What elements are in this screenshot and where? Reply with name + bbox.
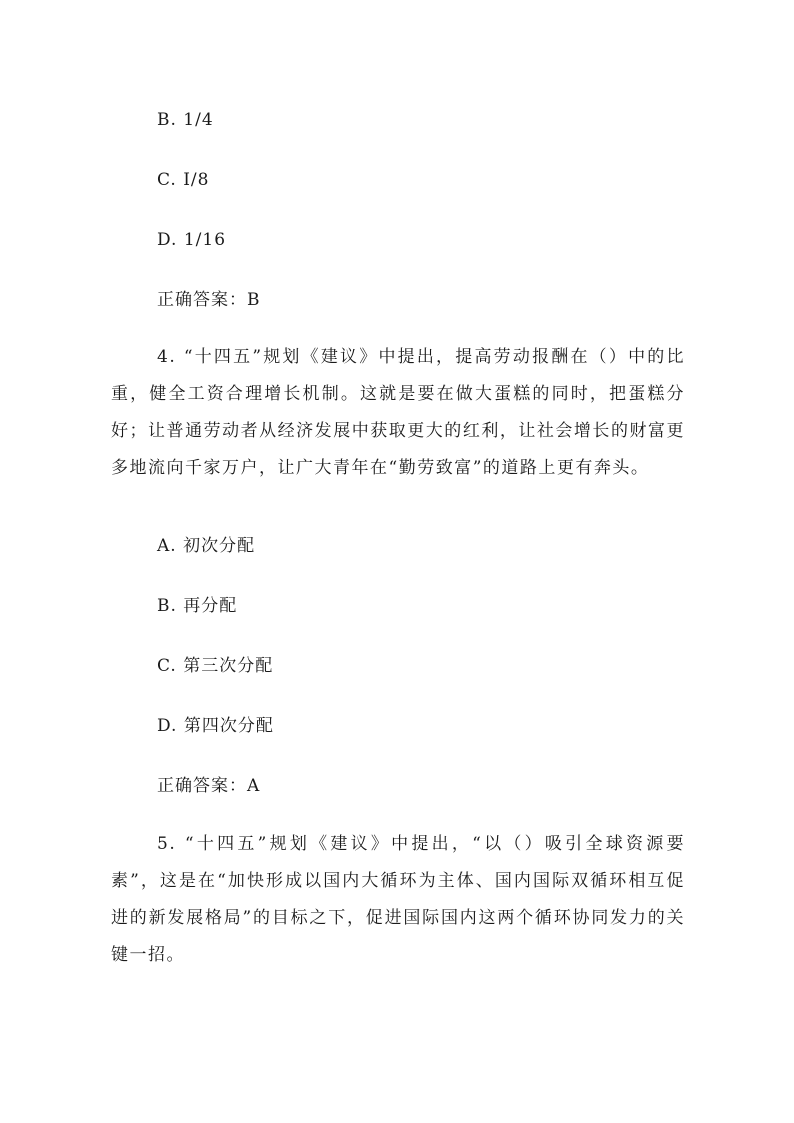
q3-option-c: C. I/8 [157, 170, 210, 190]
q4-answer: 正确答案：A [157, 776, 261, 796]
q3-option-b: B. 1/4 [157, 110, 214, 130]
q4-option-a: A. 初次分配 [157, 536, 256, 556]
q4-stem: 4. “十四五”规划《建议》中提出，提高劳动报酬在（）中的比重，健全工资合理增长机制。这就是要在做大蛋糕的同时，把蛋糕分好；让普通劳动者从经济发展中获取更大的红利，让社会增长的财富更多地流向千家万户，让广大青年在“勤劳致富”的道路上更有奔头。 [111, 347, 685, 478]
q3-option-d: D. 1/16 [157, 230, 227, 250]
q5-stem: 5. “十四五”规划《建议》中提出，“以（）吸引全球资源要素”，这是在“加快形成以国内大循环为主体、国内国际双循环相互促进的新发展格局”的目标之下，促进国际国内这两个循环协同发力的关键一招。 [111, 834, 685, 965]
q4-option-c: C. 第三次分配 [157, 656, 274, 676]
q4-option-d: D. 第四次分配 [157, 716, 274, 736]
q4-option-b: B. 再分配 [157, 596, 238, 616]
q3-answer: 正确答案：B [157, 290, 261, 310]
